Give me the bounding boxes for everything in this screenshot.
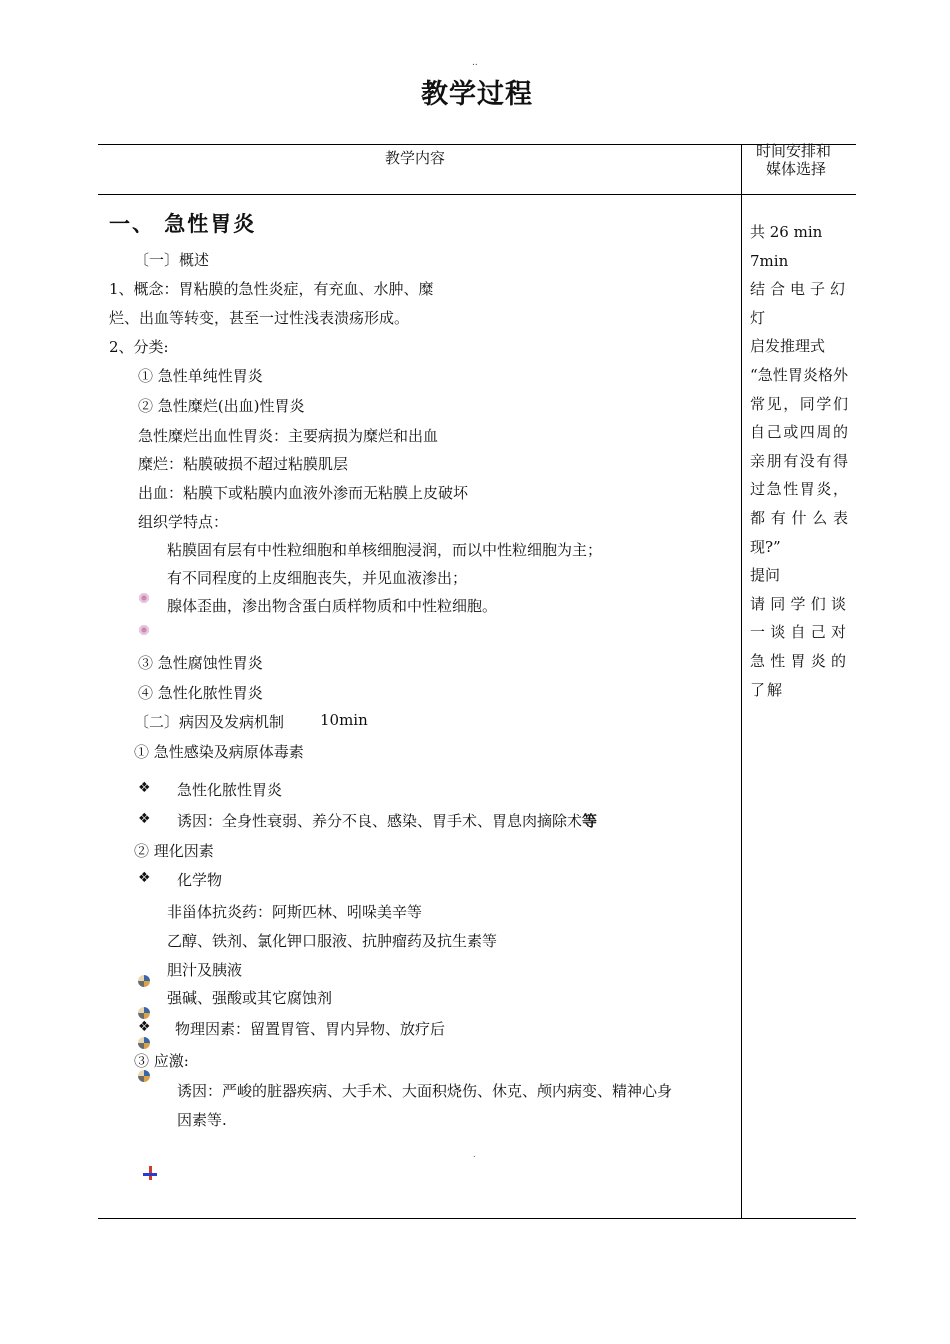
sidebar-line: 提问 xyxy=(750,566,781,585)
multicolor-ball-icon xyxy=(138,1070,150,1082)
multicolor-ball-icon xyxy=(138,1007,150,1019)
table-top-border xyxy=(98,144,856,145)
diamond-bullet-icon: ❖ xyxy=(138,780,151,796)
sidebar-line: 请同学们谈一谈自己对急性胃炎的了解 xyxy=(750,594,848,699)
page-title: 教学过程 xyxy=(421,79,533,110)
class-item-4: ④ 急性化脓性胃炎 xyxy=(138,684,263,702)
diamond-bullet-icon: ❖ xyxy=(138,1019,151,1035)
time-column-header-line1: 时间安排和 xyxy=(756,142,832,160)
infection-point-1: 急性化脓性胃炎 xyxy=(177,781,283,799)
cross-marker-icon xyxy=(143,1166,157,1180)
content-column-header: 教学内容 xyxy=(385,149,446,167)
multicolor-ball-icon xyxy=(138,975,150,987)
multicolor-ball-icon xyxy=(138,1037,150,1049)
chemical-heading: 化学物 xyxy=(177,871,223,889)
sidebar-line: “急性胃炎格外常见，同学们自己或四周的亲朋有没有得过急性胃炎，都有什么表现?” xyxy=(750,365,848,556)
histology-point-3: 腺体歪曲，渗出物含蛋白质样物质和中性粒细胞。 xyxy=(167,597,498,615)
cause-heading: 〔二〕病因及发病机制 xyxy=(134,713,285,731)
time-column-header-line2: 媒体选择 xyxy=(766,160,827,178)
concept-line-1: 1、概念：胃粘膜的急性炎症，有充血、水肿、糜 xyxy=(109,280,434,298)
class-item-3: ③ 急性腐蚀性胃炎 xyxy=(138,654,263,672)
stress-heading: ③ 应激: xyxy=(134,1052,189,1070)
concept-line-2: 烂、出血等转变，甚至一过性浅表溃疡形成。 xyxy=(109,309,410,327)
overview-heading: 〔一〕概述 xyxy=(134,251,210,269)
sidebar-line: 共 26 min xyxy=(750,223,823,241)
diamond-bullet-icon: ❖ xyxy=(138,870,151,886)
sidebar-line: 7min xyxy=(750,251,789,270)
physical-factors: 物理因素：留置胃管、胃内异物、放疗后 xyxy=(175,1020,446,1038)
header-dots: .. xyxy=(472,58,478,68)
infection-heading: ① 急性感染及病原体毒素 xyxy=(134,743,304,761)
stress-line-1: 诱因：严峻的脏器疾病、大手术、大面积烧伤、休克、颅内病变、精神心身 xyxy=(177,1082,673,1100)
erosion-desc: 糜烂：粘膜破损不超过粘膜肌层 xyxy=(138,455,349,473)
infection-point-2-end: 等 xyxy=(582,812,598,830)
histology-point-2: 有不同程度的上皮细胞丧失，并见血液渗出； xyxy=(167,569,468,587)
class-item-2: ② 急性糜烂(出血)性胃炎 xyxy=(138,397,305,415)
table-header-border xyxy=(98,194,856,195)
chemical-item-2: 乙醇、铁剂、氯化钾口服液、抗肿瘤药及抗生素等 xyxy=(167,932,498,950)
infection-point-2: 诱因：全身性衰弱、养分不良、感染、胃手术、胃息肉摘除术等 xyxy=(177,812,598,830)
physicochemical-heading: ② 理化因素 xyxy=(134,842,214,860)
section-heading: 一、 急性胃炎 xyxy=(109,212,257,236)
diamond-bullet-icon: ❖ xyxy=(138,811,151,827)
class-item-2-desc: 急性糜烂出血性胃炎：主要病损为糜烂和出血 xyxy=(138,427,439,445)
table-column-divider xyxy=(741,144,742,1219)
sidebar-line: 启发推理式 xyxy=(750,337,826,356)
histology-heading: 组织学特点： xyxy=(138,513,229,531)
chemical-item-3: 胆汁及胰液 xyxy=(167,961,243,979)
classification-heading: 2、分类: xyxy=(109,338,169,356)
sidebar-line: 结合电子幻灯 xyxy=(750,280,848,327)
pink-pixel-icon xyxy=(138,592,150,604)
chemical-item-1: 非甾体抗炎药：阿斯匹林、吲哚美辛等 xyxy=(167,903,423,921)
bleeding-desc: 出血：粘膜下或粘膜内血液外渗而无粘膜上皮破坏 xyxy=(138,484,469,502)
pink-pixel-icon xyxy=(138,624,150,636)
cause-time: 10min xyxy=(320,711,368,729)
class-item-1: ① 急性单纯性胃炎 xyxy=(138,367,263,385)
chemical-item-4: 强碱、强酸或其它腐蚀剂 xyxy=(167,989,333,1007)
stress-line-2: 因素等. xyxy=(177,1111,227,1129)
footer-dot: . xyxy=(473,1150,476,1159)
table-bottom-border xyxy=(98,1218,856,1219)
histology-point-1: 粘膜固有层有中性粒细胞和单核细胞浸润，而以中性粒细胞为主； xyxy=(167,541,603,559)
time-media-notes xyxy=(750,218,848,704)
